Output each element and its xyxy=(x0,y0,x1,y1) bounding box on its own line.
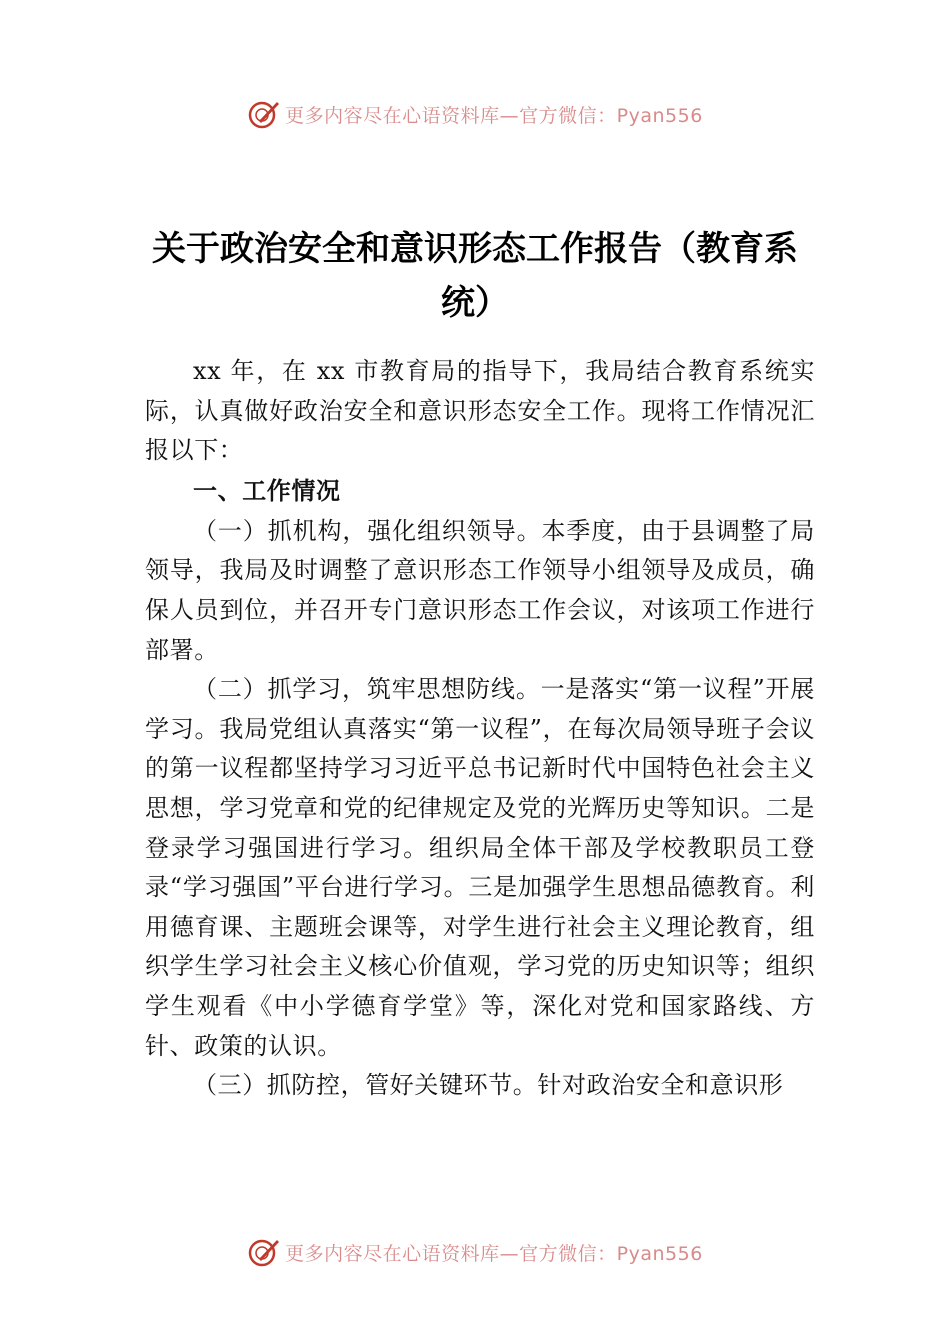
footer-watermark-banner xyxy=(0,1232,950,1272)
banner-text: 更多内容尽在心语资料库—官方微信：Pyan556 xyxy=(285,104,703,127)
header-watermark-banner xyxy=(0,94,950,134)
paragraph-2: （二）抓学习，筑牢思想防线。一是落实“第一议程”开展学习。我局党组认真落实“第一议程”，在每次局领导班子会议的第一议程都坚持学习习近平总书记新时代中国特色社会主义思想，学习党章和党的纪律规定及党的光辉历史等知识。二是登录学习强国进行学习。组织局全体干部及学校教职员工登录“学习强国”平台进行学习。三是加强学生思想品德教育。利用德育课、主题班会课等，对学生进行社会主义理论教育，组织学生学习社会主义核心价值观，学习党的历史知识等；组织学生观看《中小学德育学堂》等，深化对党和国家路线、方针、政策的认识。 xyxy=(145,675,815,1060)
section-heading: 一、工作情况 xyxy=(193,476,341,505)
intro-paragraph: xx 年，在 xx 市教育局的指导下，我局结合教育系统实际，认真做好政治安全和意识形态安全工作。现将工作情况汇报以下： xyxy=(145,357,815,465)
pen-logo-icon xyxy=(247,1235,281,1269)
document-title: 关于政治安全和意识形态工作报告（教育系统） xyxy=(152,229,798,323)
banner-text: 更多内容尽在心语资料库—官方微信：Pyan556 xyxy=(285,1242,703,1265)
paragraph-1: （一）抓机构，强化组织领导。本季度，由于县调整了局领导，我局及时调整了意识形态工作领导小组领导及成员，确保人员到位，并召开专门意识形态工作会议，对该项工作进行部署。 xyxy=(145,516,815,664)
document-body xyxy=(145,352,815,1106)
pen-logo-icon xyxy=(247,97,281,131)
paragraph-3: （三）抓防控，管好关键环节。针对政治安全和意识形 xyxy=(193,1071,784,1100)
